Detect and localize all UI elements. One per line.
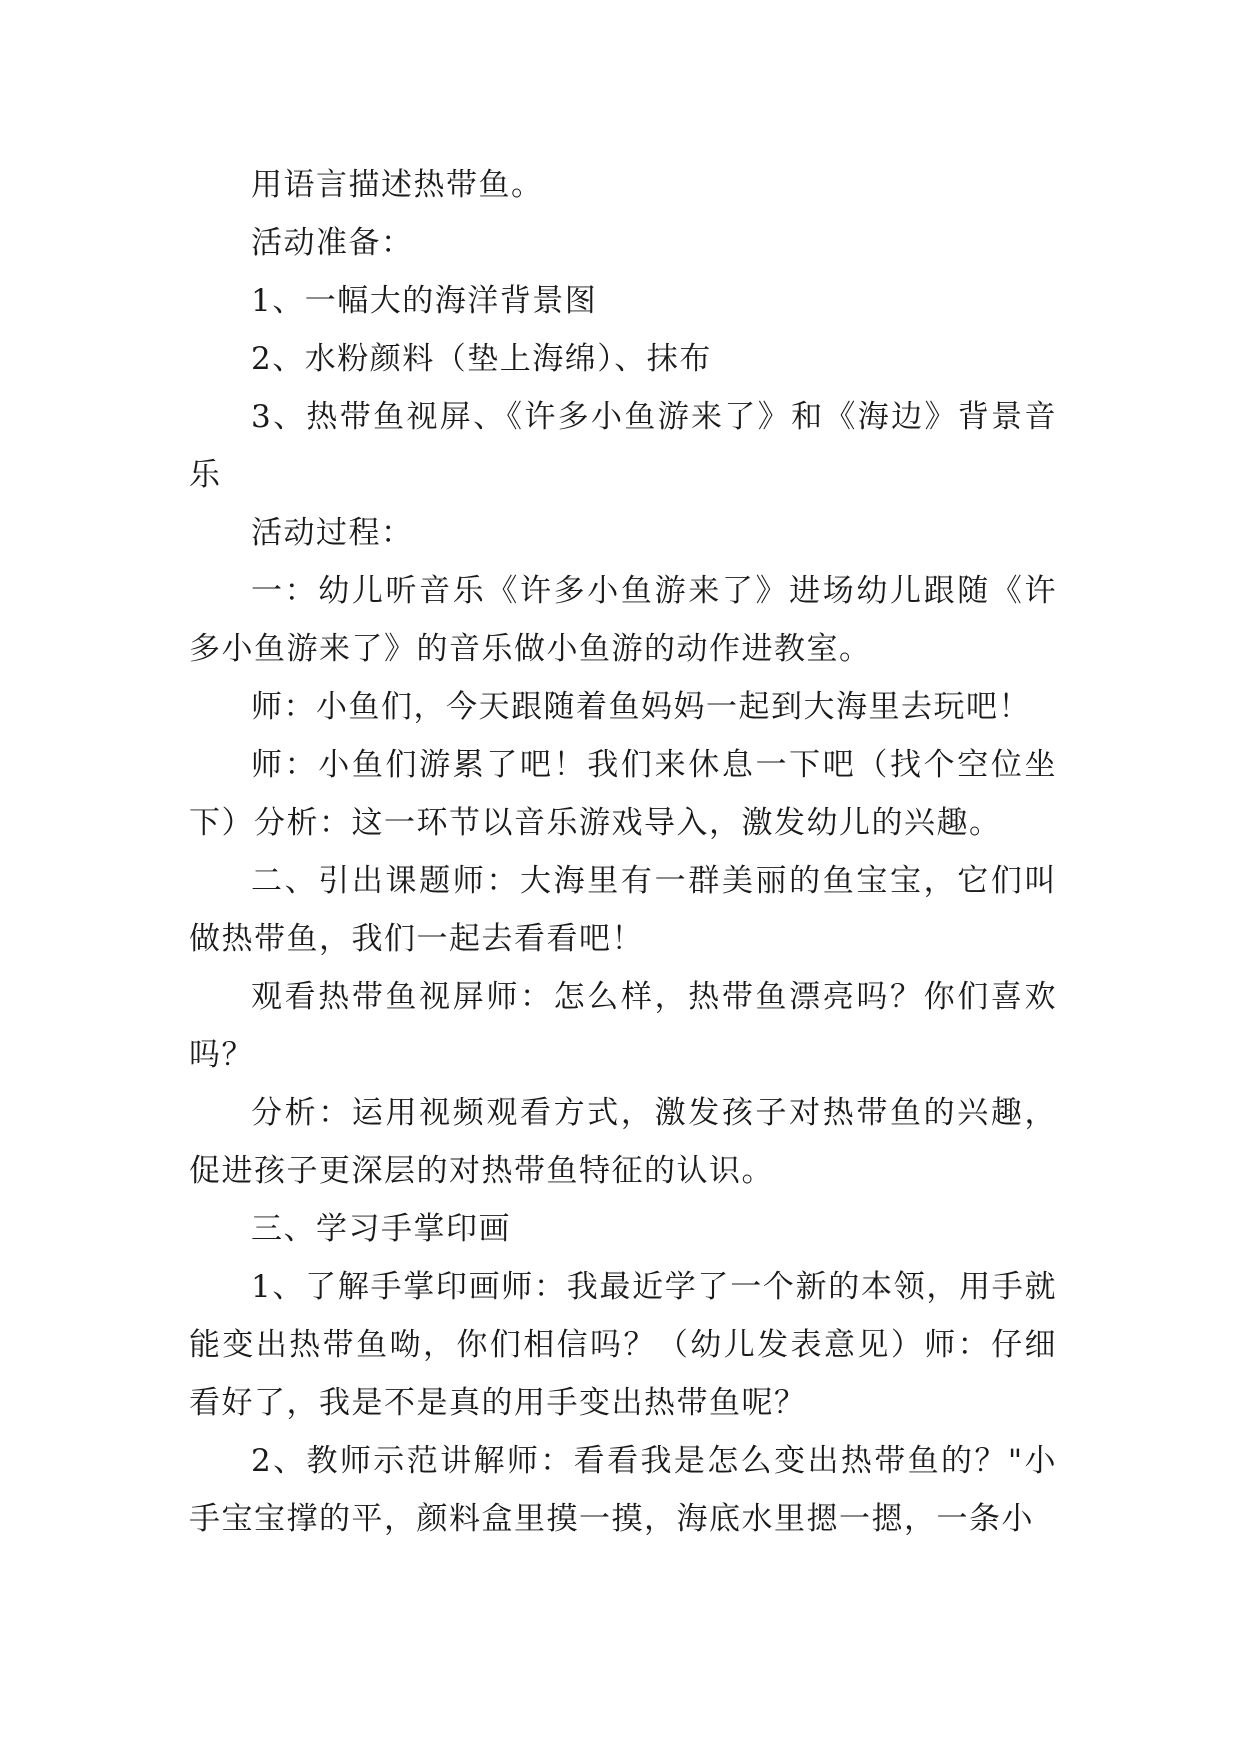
paragraph-13: 三、学习手掌印画 (251, 1211, 511, 1247)
paragraph-2: 活动准备： (251, 225, 414, 261)
paragraph-12: 分析：运用视频观看方式，激发孩子对热带鱼的兴趣，促进孩子更深层的对热带鱼特征的认识。 (189, 1095, 1057, 1189)
paragraph-9: 师：小鱼们游累了吧！我们来休息一下吧（找个空位坐下）分析：这一环节以音乐游戏导入，激发幼儿的兴趣。 (189, 747, 1057, 841)
paragraph-10: 二、引出课题师：大海里有一群美丽的鱼宝宝，它们叫做热带鱼，我们一起去看看吧！ (189, 863, 1057, 957)
paragraph-14: 1、了解手掌印画师：我最近学了一个新的本领，用手就能变出热带鱼呦，你们相信吗？（幼儿发表意见）师：仔细看好了，我是不是真的用手变出热带鱼呢？ (189, 1269, 1057, 1421)
paragraph-5: 3、热带鱼视屏、《许多小鱼游来了》和《海边》背景音乐 (189, 399, 1057, 493)
paragraph-3: 1、一幅大的海洋背景图 (251, 283, 598, 319)
paragraph-7: 一：幼儿听音乐《许多小鱼游来了》进场幼儿跟随《许多小鱼游来了》的音乐做小鱼游的动作进教室。 (189, 573, 1057, 667)
paragraph-11: 观看热带鱼视屏师：怎么样，热带鱼漂亮吗？你们喜欢吗？ (189, 979, 1057, 1073)
document-body (189, 156, 1057, 1548)
paragraph-15: 2、教师示范讲解师：看看我是怎么变出热带鱼的？"小手宝宝撑的平，颜料盒里摸一摸，海底水里摁一摁，一条小 (189, 1443, 1057, 1537)
paragraph-8: 师：小鱼们，今天跟随着鱼妈妈一起到大海里去玩吧！ (251, 689, 1031, 725)
paragraph-6: 活动过程： (251, 515, 414, 551)
paragraph-1: 用语言描述热带鱼。 (251, 167, 544, 203)
paragraph-4: 2、水粉颜料（垫上海绵）、抹布 (251, 341, 712, 377)
